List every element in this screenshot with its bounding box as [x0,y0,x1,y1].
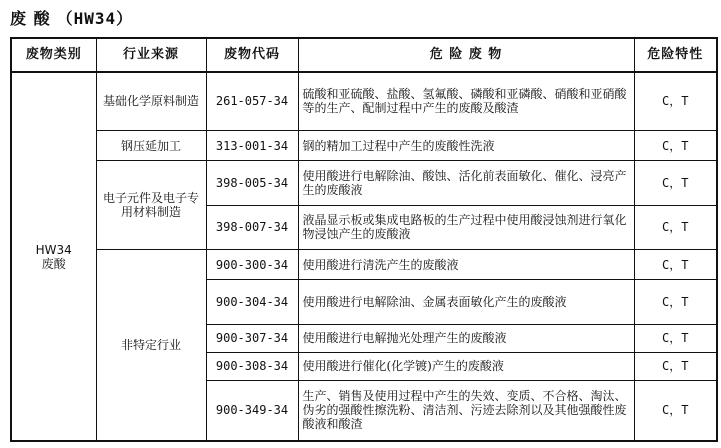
table-row [11,72,717,130]
header-industry: 行业来源 [96,38,206,72]
waste-description-cell: 使用酸进行催化(化学镀)产生的废酸液 [298,352,634,380]
hazard-cell: C，T [634,324,717,352]
waste-code-cell: 900-349-34 [206,380,298,441]
header-code: 废物代码 [206,38,298,72]
hazard-cell: C，T [634,72,717,130]
waste-description-cell: 使用酸进行电解抛光处理产生的废酸液 [298,324,634,352]
industry-cell: 钢压延加工 [96,130,206,160]
waste-description-cell: 生产、销售及使用过程中产生的失效、变质、不合格、淘汰、伪劣的强酸性擦洗粉、清洁剂、污迹去除剂以及其他强酸性废酸液和酸渣 [298,380,634,441]
waste-description-cell: 使用酸进行电解除油、酸蚀、活化前表面敏化、催化、浸亮产生的废酸液 [298,161,634,205]
hazard-cell: C，T [634,352,717,380]
hazard-cell: C，T [634,130,717,160]
table-row [11,161,717,205]
waste-description-cell: 钢的精加工过程中产生的废酸性洗液 [298,130,634,160]
hazardous-waste-table [10,37,718,442]
waste-code-cell: 313-001-34 [206,130,298,160]
hazard-cell: C，T [634,205,717,249]
waste-code-cell: 900-300-34 [206,249,298,279]
hazard-cell: C，T [634,380,717,441]
waste-code-cell: 900-308-34 [206,352,298,380]
waste-description-cell: 硫酸和亚硫酸、盐酸、氢氟酸、磷酸和亚磷酸、硝酸和亚硝酸等的生产、配制过程中产生的废酸及酸渣 [298,72,634,130]
waste-code-cell: 261-057-34 [206,72,298,130]
page-title [10,6,133,29]
waste-category-cell [11,72,96,441]
waste-code-cell: 900-307-34 [206,324,298,352]
industry-cell: 非特定行业 [96,249,206,441]
header-row [11,38,717,72]
title-name: 废 酸 [10,9,51,28]
header-waste: 危 险 废 物 [298,38,634,72]
hazard-cell: C，T [634,280,717,324]
industry-cell: 基础化学原料制造 [96,72,206,130]
waste-description-cell: 使用酸进行电解除油、金属表面敏化产生的废酸液 [298,280,634,324]
hazard-cell: C，T [634,249,717,279]
hazard-cell: C，T [634,161,717,205]
title-code: （HW34） [56,9,134,28]
waste-code-cell: 398-005-34 [206,161,298,205]
category-code: HW34 [35,242,72,257]
table-row [11,130,717,160]
header-category: 废物类别 [11,38,96,72]
waste-code-cell: 900-304-34 [206,280,298,324]
table-row [11,249,717,279]
waste-code-cell: 398-007-34 [206,205,298,249]
header-hazard: 危险特性 [634,38,717,72]
industry-cell: 电子元件及电子专用材料制造 [96,161,206,250]
waste-description-cell: 使用酸进行清洗产生的废酸液 [298,249,634,279]
category-name: 废酸 [41,256,66,271]
waste-description-cell: 液晶显示板或集成电路板的生产过程中使用酸浸蚀剂进行氧化物浸蚀产生的废酸液 [298,205,634,249]
